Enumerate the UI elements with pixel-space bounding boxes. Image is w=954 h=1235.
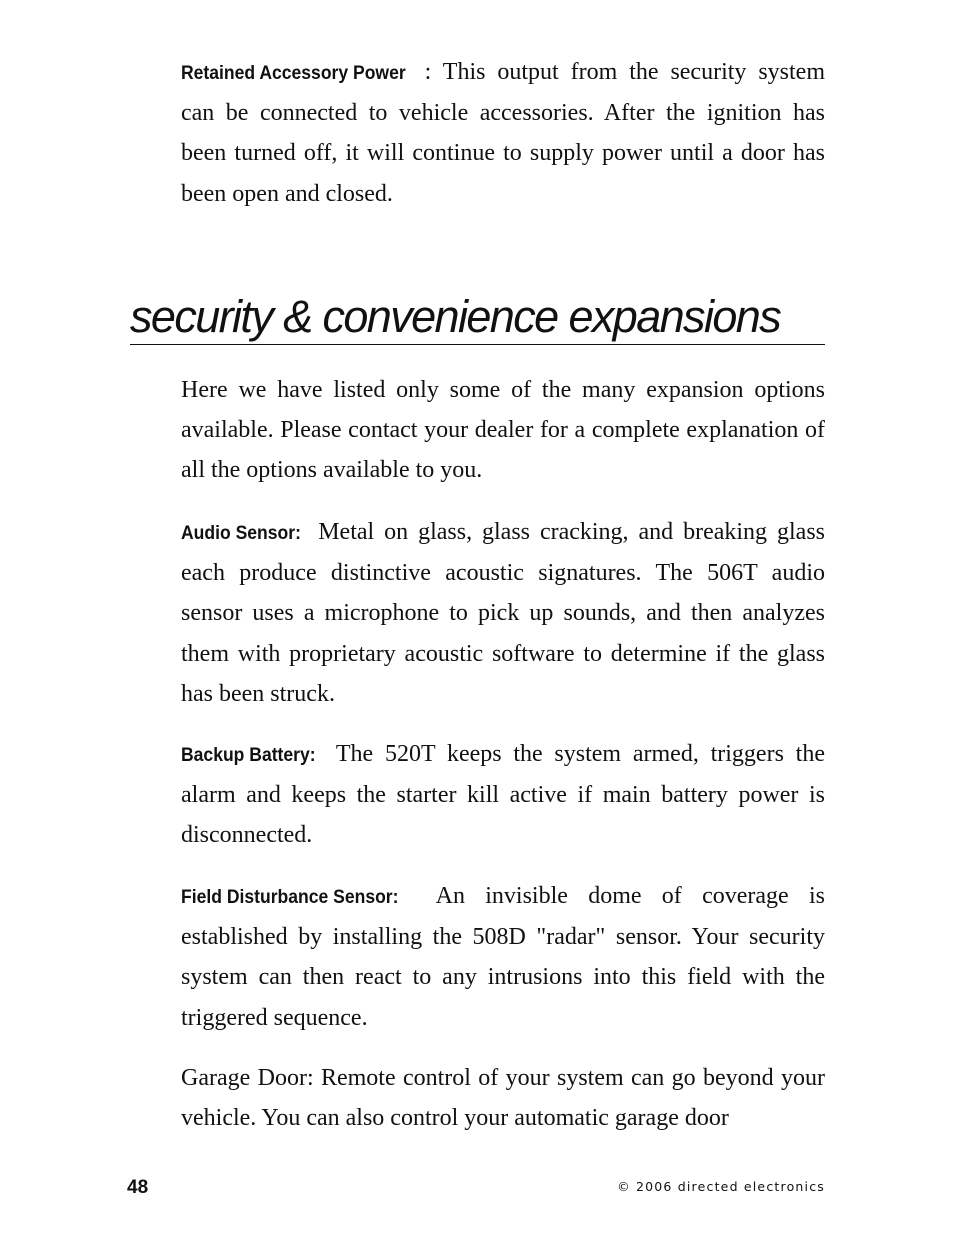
audio-sensor-text: Metal on glass, glass cracking, and breaking glass each produce distinctive acoustic signatures. The 506T audio sensor uses a microphone to pick up sounds, and then analyzes them with proprietary acoustic software to determine if the glass has been struck. <box>181 519 825 707</box>
copyright-notice: © 2006 directed electronics <box>617 1179 825 1194</box>
intro-paragraph: Here we have listed only some of the many expansion options available. Please contact your dealer for a complete explanation of all the options available to you. <box>181 377 825 484</box>
garage-door-paragraph <box>181 1058 825 1138</box>
retained-accessory-power-paragraph <box>181 52 825 214</box>
garage-door-text: Remote control of your system can go beyond your vehicle. You can also control your automatic garage door <box>181 1065 825 1132</box>
section-title: security & convenience expansions <box>130 292 825 345</box>
audio-sensor-paragraph <box>181 512 825 714</box>
garage-door-term: Garage Door: <box>181 1065 314 1091</box>
backup-battery-term: Backup Battery: <box>181 744 316 766</box>
field-disturbance-sensor-text: An invisible dome of coverage is established by installing the 508D "radar" sensor. Your security system can then react to any intrusions into this field with the triggered sequence. <box>181 883 825 1031</box>
retained-accessory-power-text: This output from the security system can be connected to vehicle accessories. After the ignition has been turned off, it will continue to supply power until a door has been open and closed. <box>181 59 825 207</box>
backup-battery-paragraph <box>181 734 825 856</box>
page-number: 48 <box>127 1177 149 1198</box>
field-disturbance-sensor-term: Field Disturbance Sensor: <box>181 886 399 908</box>
field-disturbance-sensor-paragraph <box>181 876 825 1038</box>
audio-sensor-term: Audio Sensor: <box>181 522 301 544</box>
retained-accessory-power-colon: : <box>424 59 432 85</box>
backup-battery-text: The 520T keeps the system armed, triggers the alarm and keeps the starter kill active if main battery power is disconnected. <box>181 741 825 849</box>
retained-accessory-power-term: Retained Accessory Power <box>181 62 406 84</box>
